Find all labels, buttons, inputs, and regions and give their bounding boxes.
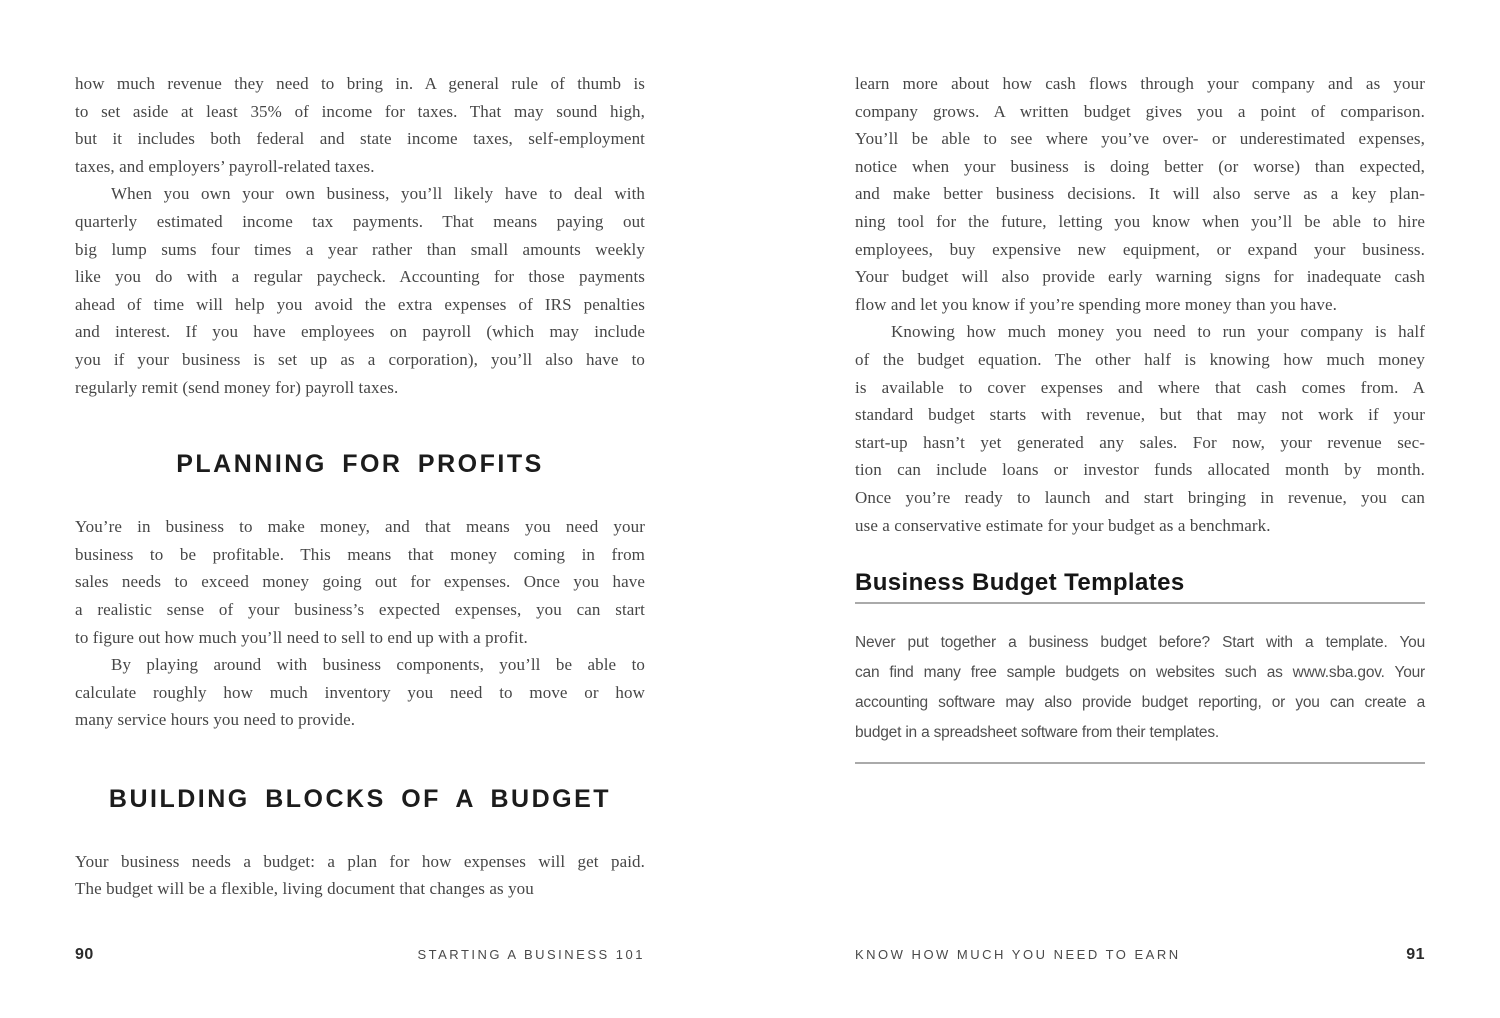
body-paragraph-profitability: You’re in business to make money, and that means you need your business to be profitable. This means that money coming in from sales needs to exceed money going out for expenses. Once you have a realistic sense of your business’s expected expenses, you can start to figure out how much you’ll need to sell to end up with a profit. [75,517,645,647]
running-title-book: STARTING A BUSINESS 101 [417,947,645,962]
page-right [750,0,1500,1018]
body-paragraph-taxes: how much revenue they need to bring in. A general rule of thumb is to set aside at least 35% of income for taxes. That may sound high, but it includes both federal and state income taxes, self-employment taxes, and employers’ payroll-related taxes. [75,74,645,176]
body-paragraph-budget-equation: Knowing how much money you need to run your company is half of the budget equation. The other half is knowing how much money is available to cover expenses and where that cash comes from. A standard budget starts with revenue, but that may not work if your start-up hasn’t yet generated any sales. For now, your revenue sec- tion can include loans or investor funds allocated month by month. Once you’re ready to launch and start bringing in revenue, you can use a conservative estimate for your budget as a benchmark. [855,322,1425,535]
body-paragraph-business-components: By playing around with business components, you’ll be able to calculate roughly how much inventory you need to move or how many service hours you need to provide. [75,655,645,730]
sidebar-heading: Business Budget Templates [855,569,1185,597]
left-page-footer [0,944,750,966]
left-text-column [75,70,645,903]
sidebar-body-text: Never put together a business budget before? Start with a template. You can find many free sample budgets on websites such as www.sba.gov. Your accounting software may also provide budget reporting, or you can create a budget in a spreadsheet software from their templates. [855,634,1425,742]
sidebar-heading-rule [855,569,1425,604]
section-heading-building-blocks: BUILDING BLOCKS OF A BUDGET [108,784,612,813]
sidebar-business-budget-templates [855,569,1425,764]
body-paragraph-cash-flow: learn more about how cash flows through your company and as your company grows. A written budget gives you a point of comparison. You’ll be able to see where you’ve over- or underestimated expenses, notice when your business is doing better (or worse) than expected, and make better business decisions. It will also serve as a key plan- ning tool for the future, letting you know when you’ll be able to hire employees, buy expensive new equipment, or expand your business. Your budget will also provide early warning signs for inadequate cash flow and let you know if you’re spending more money than you have. [855,74,1425,314]
body-paragraph-quarterly-payments: When you own your own business, you’ll likely have to deal with quarterly estimated income tax payments. That means paying out big lump sums four times a year rather than small amounts weekly like you do with a regular paycheck. Accounting for those payments ahead of time will help you avoid the extra expenses of IRS penalties and interest. If you have employees on payroll (which may include you if your business is set up as a corporation), you’ll also have to regularly remit (send money for) payroll taxes. [75,184,645,397]
page-number-right: 91 [1406,946,1425,963]
right-text-column [855,70,1425,764]
section-heading-planning-for-profits: PLANNING FOR PROFITS [176,450,544,479]
body-paragraph-budget-intro: Your business needs a budget: a plan for how expenses will get paid. The budget will be a flexible, living document that changes as you [75,851,645,899]
running-title-chapter: KNOW HOW MUCH YOU NEED TO EARN [855,947,1181,962]
right-page-footer [750,944,1500,966]
sidebar-bottom-rule [855,762,1425,764]
page-number-left: 90 [75,946,94,963]
